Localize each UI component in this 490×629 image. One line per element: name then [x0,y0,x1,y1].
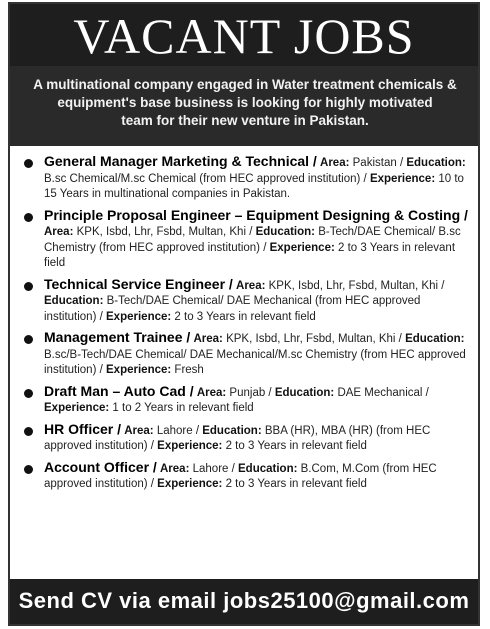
experience-label: Experience: [157,440,223,452]
intro-line: A multinational company engaged in Water treatment chemicals & [33,77,457,92]
experience-value: 2 to 3 Years in relevant field [174,310,316,323]
education-label: Education: [255,226,316,238]
education-value: DAE Mechanical / [337,386,429,399]
area-value: KPK, Isbd, Lhr, Fsbd, Multan, Khi / [268,279,445,292]
education-value: BBA (HR), MBA (HR) (from HEC approved institution) / [44,424,431,452]
bullet-icon [24,213,33,222]
education-label: Education: [405,333,465,345]
bullet-icon [24,335,33,344]
intro-line: equipment's base business is looking for highly motivated [57,95,433,110]
area-value: KPK, Isbd, Lhr, Fsbd, Multan, Khi / [76,226,253,238]
experience-value: 2 to 3 Years in relevant field [225,440,367,452]
job-title: Draft Man – Auto Cad / [44,382,194,399]
area-value: Pakistan / [352,157,404,169]
bullet-icon [24,427,33,436]
bullet-icon [24,465,33,474]
experience-value: Fresh [174,364,204,376]
experience-value: 2 to 3 Years in relevant field [44,241,456,269]
area-label: Area: [193,333,223,345]
education-value: B.sc Chemical/M.sc Chemical (from HEC approved institution) / [44,172,367,185]
bullet-icon [24,282,33,291]
area-label: Area: [320,157,350,169]
contact-email: Send CV via email jobs25100@gmail.com [18,588,470,613]
job-title: Management Trainee / [44,329,191,345]
education-value: B.sc/B-Tech/DAE Chemical/ DAE Mechanical/M.sc Chemistry (from HEC approved institution) / [44,348,466,376]
job-item [10,384,478,417]
bullet-icon [24,159,33,168]
education-label: Education: [44,295,104,307]
intro-text [22,76,468,130]
area-value: KPK, Isbd, Lhr, Fsbd, Multan, Khi / [226,333,402,345]
job-item [10,422,478,455]
education-value: B.Com, M.Com (from HEC approved institution) / [44,462,437,490]
area-value: Lahore / [156,424,200,437]
experience-value: 2 to 3 Years in relevant field [225,478,367,490]
area-label: Area: [124,424,154,437]
footer-band [10,579,478,624]
education-label: Education: [202,424,262,437]
area-value: Punjab / [229,386,272,399]
experience-label: Experience: [157,478,223,490]
area-label: Area: [160,462,190,475]
bullet-icon [24,389,33,398]
education-label: Education: [238,462,298,475]
education-label: Education: [274,386,335,399]
job-advertisement [8,2,480,626]
experience-value: 1 to 2 Years in relevant field [112,402,254,414]
education-value: B-Tech/DAE Chemical/ DAE Mechanical (from HEC approved institution) / [44,295,421,323]
job-item [10,154,478,203]
job-item [10,277,478,326]
job-title: Principle Proposal Engineer – Equipment Designing & Costing / [44,206,468,223]
job-title: HR Officer / [44,420,122,437]
experience-label: Experience: [369,172,436,185]
job-title: Technical Service Engineer / [44,275,233,292]
job-item [10,208,478,272]
job-title: General Manager Marketing & Technical / [44,153,317,169]
page-title: VACANT JOBS [73,8,415,64]
education-value: B-Tech/DAE Chemical/ B.sc Chemistry (from HEC approved institution) / [44,226,461,254]
experience-label: Experience: [106,364,172,376]
experience-label: Experience: [106,310,172,323]
job-listing [10,154,478,498]
intro-line: team for their new venture in Pakistan. [121,113,369,128]
experience-label: Experience: [269,241,335,254]
job-title: Account Officer / [44,458,157,475]
job-item [10,330,478,379]
area-label: Area: [44,226,74,238]
experience-label: Experience: [44,402,110,414]
education-label: Education: [406,157,466,169]
job-item [10,460,478,493]
area-label: Area: [236,279,266,292]
experience-value: 10 to 15 Years in multinational companies in Pakistan. [44,172,464,200]
area-value: Lahore / [192,462,235,475]
area-label: Area: [196,386,227,399]
header-band [10,4,478,66]
